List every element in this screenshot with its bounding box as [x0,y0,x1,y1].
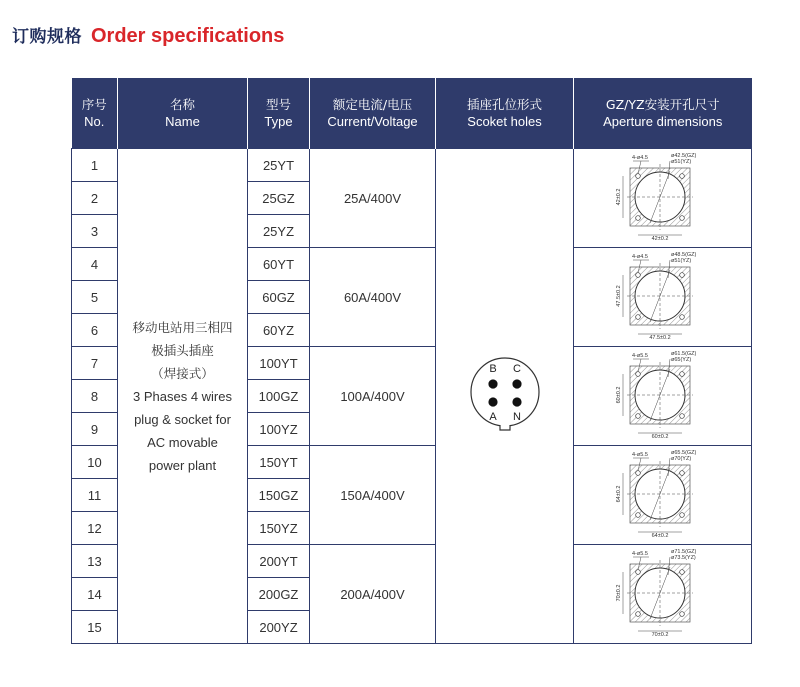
mount-hole-icon [635,569,640,574]
header-row [72,78,752,149]
header-current: 额定电流/电压 Current/Voltage [310,78,436,149]
aperture-bottom-label: 42±0.2 [651,235,668,242]
mount-hole-icon [635,512,640,517]
aperture-dia-yz-label: ø65(YZ) [670,356,691,363]
cell-no: 15 [72,611,118,644]
mount-hole-icon [635,611,640,616]
cell-type: 150YZ [248,512,310,545]
aperture-side-label: 42±0.2 [615,188,622,205]
aperture-holes-label: 4-ø4.5 [631,154,648,161]
header-aperture: GZ/YZ安装开孔尺寸 Aperture dimensions [574,78,752,149]
aperture-dia-gz-label: ø71.5(GZ) [670,548,696,555]
mount-hole-icon [635,314,640,319]
aperture-diagram [608,250,718,342]
socket-label-c: C [512,362,521,375]
mount-hole-icon [679,272,684,277]
cell-no: 13 [72,545,118,578]
aperture-bottom-label: 60±0.2 [651,433,668,440]
aperture-diagram [608,448,718,540]
cell-aperture [574,248,752,347]
cell-no: 7 [72,347,118,380]
aperture-side-label: 64±0.2 [615,485,622,502]
cell-no: 6 [72,314,118,347]
table-row [72,149,752,182]
cell-current-voltage: 150A/400V [310,446,436,545]
aperture-dia-gz-label: ø48.5(GZ) [670,251,696,258]
cell-no: 4 [72,248,118,281]
cell-aperture [574,347,752,446]
header-no: 序号 No. [72,78,118,149]
socket-pin-b [488,379,497,388]
mount-hole-icon [679,512,684,517]
socket-pin-c [512,379,521,388]
aperture-side-label: 70±0.2 [615,584,622,601]
cell-type: 60YT [248,248,310,281]
aperture-holes-label: 4-ø5.5 [631,451,648,458]
cell-type: 200GZ [248,578,310,611]
aperture-dia-gz-label: ø61.5(GZ) [670,350,696,357]
socket-pin-n [512,397,521,406]
table-body [72,149,752,644]
cell-no: 1 [72,149,118,182]
cell-type: 100GZ [248,380,310,413]
aperture-diagram [608,349,718,441]
page-heading [12,22,284,48]
header-type: 型号 Type [248,78,310,149]
name-zh-line: 极插头插座 [151,342,214,358]
cell-type: 150GZ [248,479,310,512]
aperture-holes-label: 4-ø5.5 [631,352,648,359]
socket-label-b: B [488,362,497,375]
cell-type: 25YZ [248,215,310,248]
aperture-dia-yz-label: ø51(YZ) [670,158,691,165]
heading-en: Order specifications [91,25,285,47]
cell-no: 9 [72,413,118,446]
socket-label-a: A [488,410,497,423]
socket-holes-diagram [469,350,541,440]
mount-hole-icon [635,215,640,220]
name-zh-line: 移动电站用三相四 [132,319,233,335]
aperture-dia-yz-label: ø51(YZ) [670,257,691,264]
order-spec-table [71,78,752,644]
aperture-diagram [608,547,718,639]
cell-current-voltage: 200A/400V [310,545,436,644]
aperture-dia-yz-label: ø73.5(YZ) [670,554,696,561]
cell-no: 2 [72,182,118,215]
cell-aperture [574,446,752,545]
cell-no: 14 [72,578,118,611]
cell-socket-holes [436,149,574,644]
header-name: 名称 Name [118,78,248,149]
name-en-line: power plant [148,457,217,473]
cell-no: 5 [72,281,118,314]
cell-current-voltage: 100A/400V [310,347,436,446]
mount-hole-icon [635,371,640,376]
cell-no: 3 [72,215,118,248]
mount-hole-icon [635,470,640,475]
mount-hole-icon [679,413,684,418]
cell-type: 200YT [248,545,310,578]
name-en-line: 3 Phases 4 wires [133,388,232,404]
cell-name [118,149,248,644]
cell-type: 100YT [248,347,310,380]
cell-type: 60YZ [248,314,310,347]
socket-label-n: N [512,410,521,423]
mount-hole-icon [679,173,684,178]
cell-aperture [574,545,752,644]
mount-hole-icon [635,173,640,178]
cell-no: 12 [72,512,118,545]
cell-type: 60GZ [248,281,310,314]
cell-no: 11 [72,479,118,512]
cell-aperture [574,149,752,248]
aperture-side-label: 47.5±0.2 [615,284,622,307]
aperture-dia-gz-label: ø42.5(GZ) [670,152,696,159]
aperture-holes-label: 4-ø4.5 [631,253,648,260]
mount-hole-icon [679,314,684,319]
aperture-holes-label: 4-ø5.5 [631,550,648,557]
socket-pin-a [488,397,497,406]
mount-hole-icon [679,569,684,574]
mount-hole-icon [679,215,684,220]
header-holes: 插座孔位形式 Scoket holes [436,78,574,149]
cell-type: 150YT [248,446,310,479]
aperture-bottom-label: 70±0.2 [651,631,668,638]
aperture-dia-yz-label: ø70(YZ) [670,455,691,462]
aperture-bottom-label: 64±0.2 [651,532,668,539]
cell-type: 200YZ [248,611,310,644]
cell-type: 25GZ [248,182,310,215]
name-en-line: plug & socket for [134,411,231,427]
mount-hole-icon [635,413,640,418]
mount-hole-icon [679,371,684,376]
aperture-side-label: 60±0.2 [615,386,622,403]
aperture-bottom-label: 47.5±0.2 [648,334,671,341]
cell-no: 8 [72,380,118,413]
name-zh-line: （焊接式） [151,365,214,381]
cell-no: 10 [72,446,118,479]
cell-type: 100YZ [248,413,310,446]
cell-current-voltage: 60A/400V [310,248,436,347]
mount-hole-icon [679,611,684,616]
cell-current-voltage: 25A/400V [310,149,436,248]
aperture-diagram [608,151,718,243]
name-en-line: AC movable [147,434,218,450]
socket-outline [471,358,539,426]
cell-type: 25YT [248,149,310,182]
mount-hole-icon [679,470,684,475]
mount-hole-icon [635,272,640,277]
heading-zh: 订购规格 [12,27,82,47]
product-name [118,316,247,477]
aperture-dia-gz-label: ø65.5(GZ) [670,449,696,456]
